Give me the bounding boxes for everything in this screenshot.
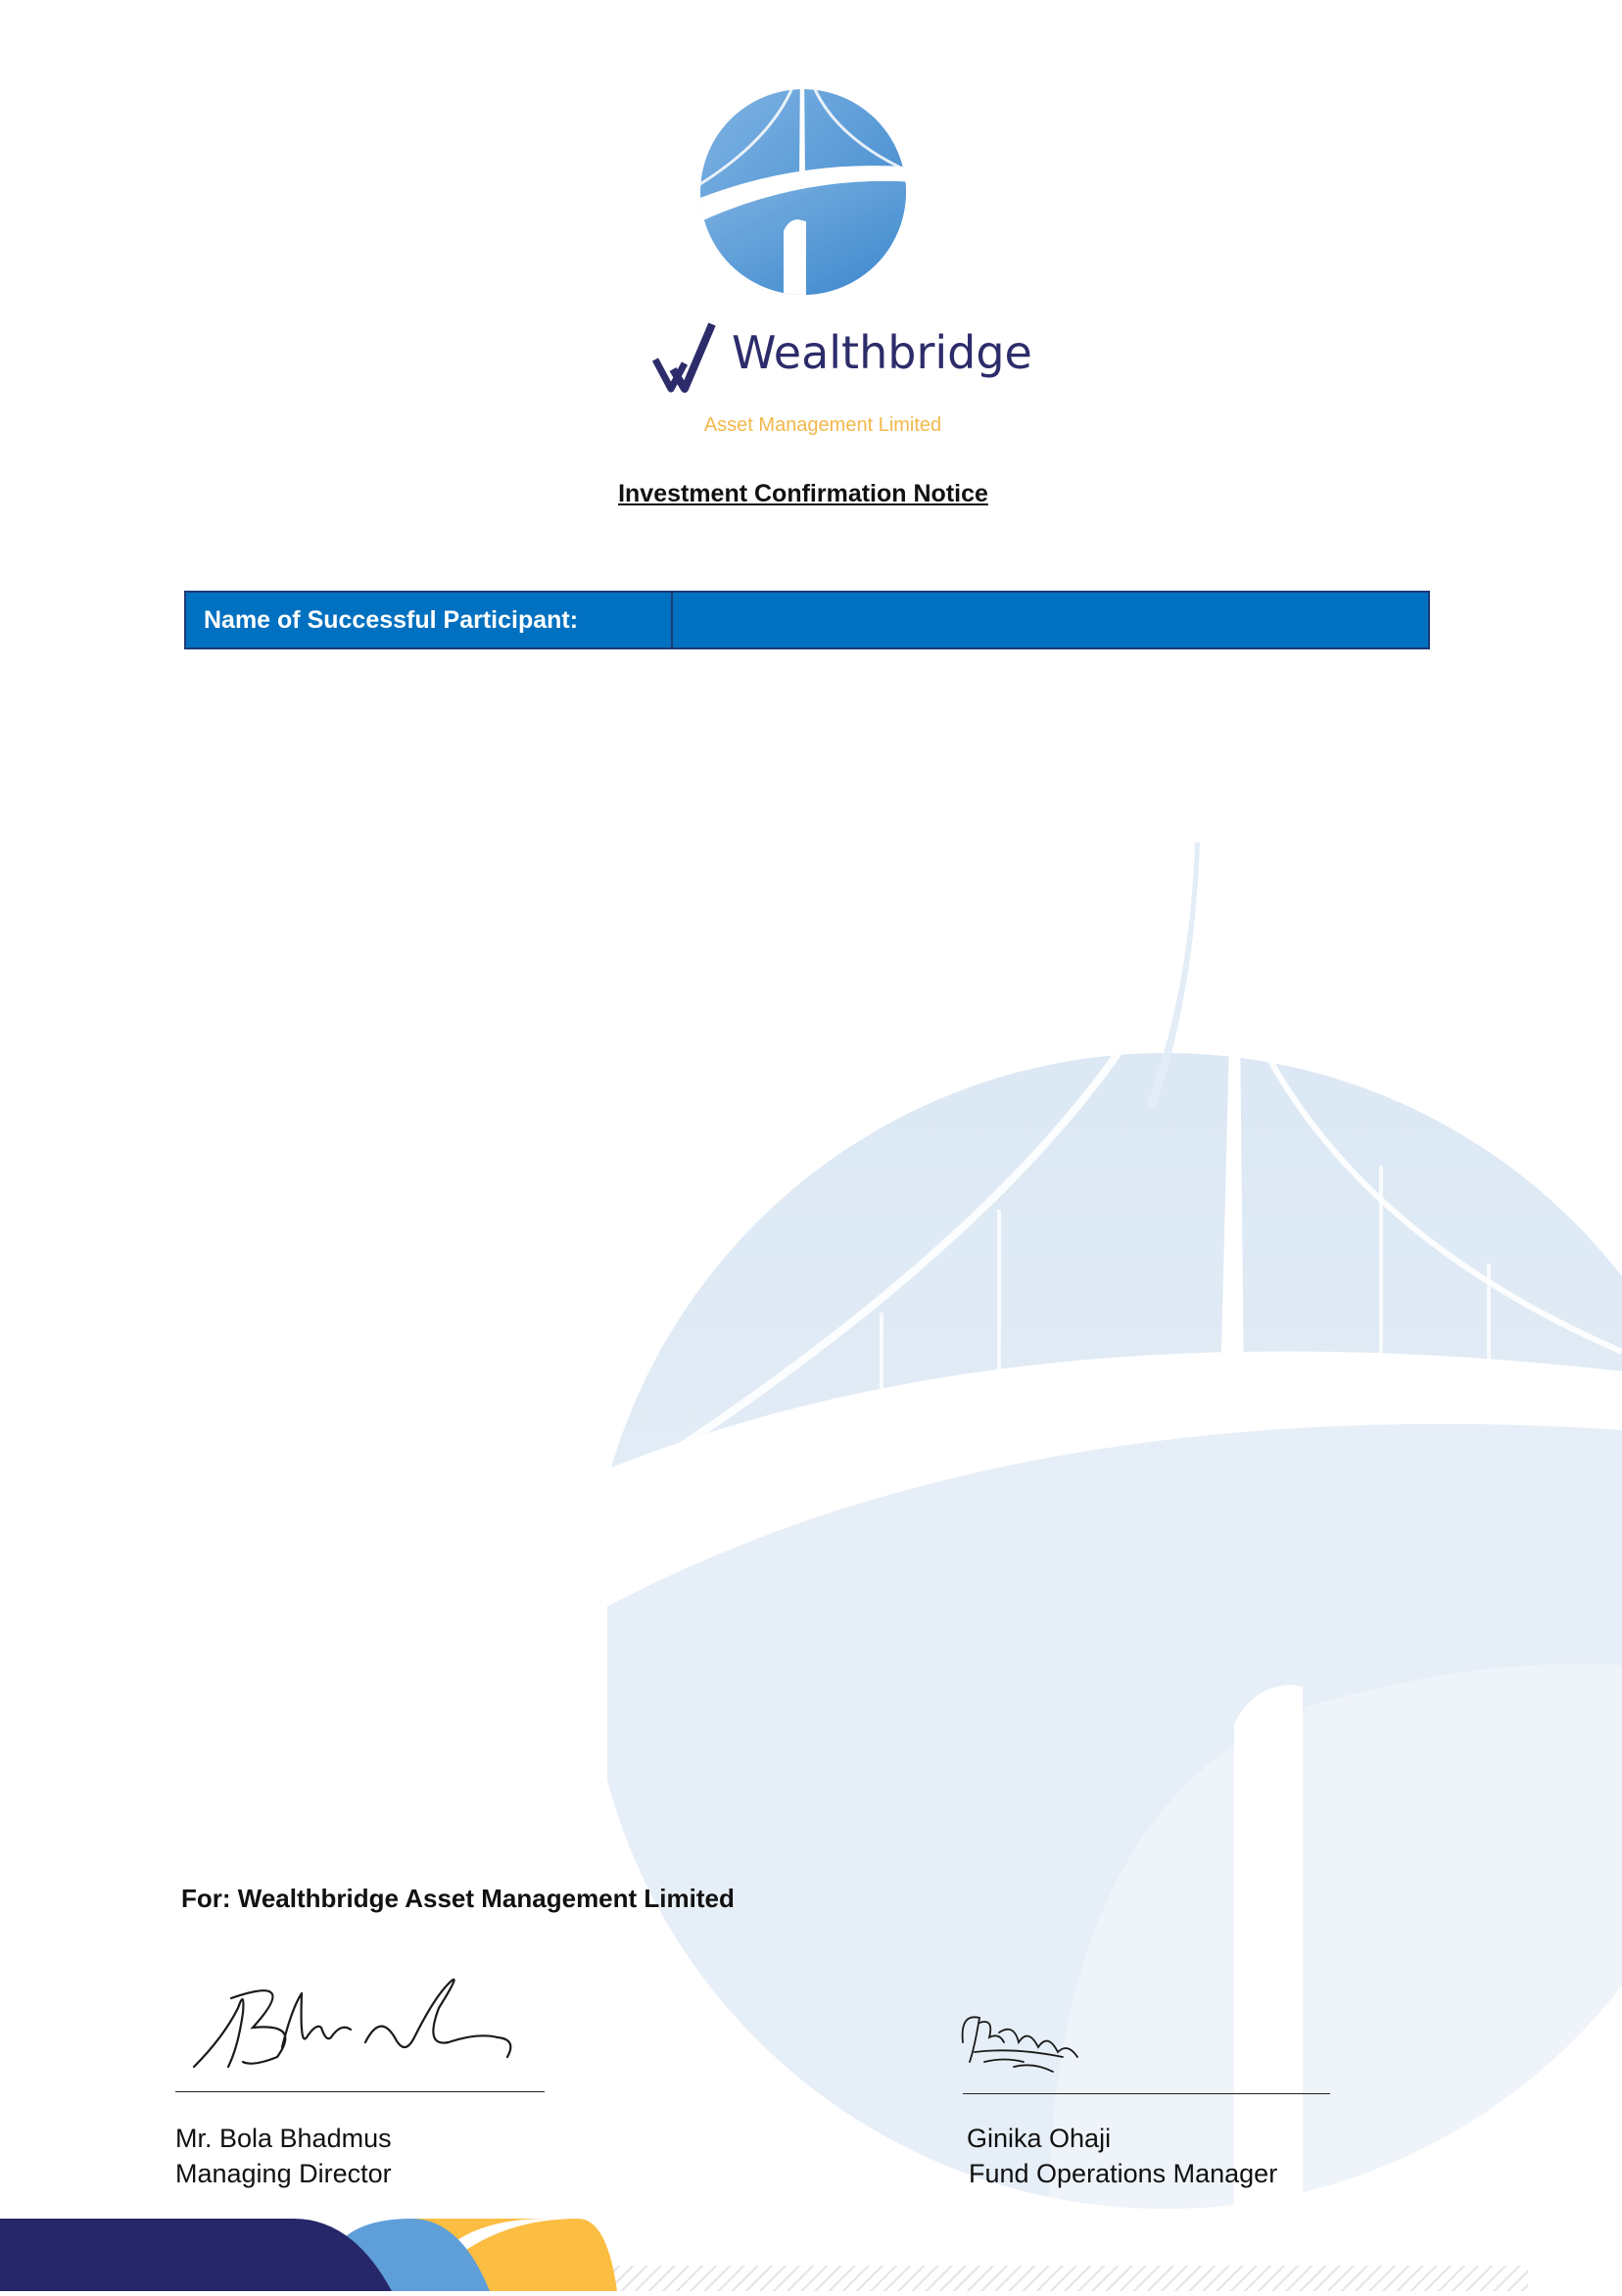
participant-table — [184, 591, 1430, 649]
signature-line — [175, 2091, 545, 2092]
document-title: Investment Confirmation Notice — [618, 480, 988, 507]
checkmark-w-icon — [651, 318, 739, 397]
managing-director-signature — [184, 1969, 547, 2077]
brand-wordmark — [651, 318, 1032, 397]
brand-subtitle: Asset Management Limited — [703, 414, 942, 436]
signature-line — [963, 2093, 1330, 2094]
fund-operations-manager-signature — [955, 2003, 1092, 2081]
bridge-watermark-icon — [607, 842, 1622, 2233]
bridge-logo-icon — [691, 65, 911, 295]
for-company-line: For: Wealthbridge Asset Management Limited — [181, 1884, 735, 1913]
participant-label: Name of Successful Participant: — [186, 593, 673, 647]
participant-name-field[interactable] — [673, 593, 1428, 647]
signatory-role: Managing Director — [175, 2159, 392, 2188]
signatory-name: Mr. Bola Bhadmus — [175, 2124, 392, 2153]
footer-decoration — [0, 2219, 1622, 2291]
signatory-role: Fund Operations Manager — [969, 2159, 1278, 2188]
signatory-name: Ginika Ohaji — [967, 2124, 1112, 2153]
brand-name: Wealthbridge — [732, 326, 1032, 379]
